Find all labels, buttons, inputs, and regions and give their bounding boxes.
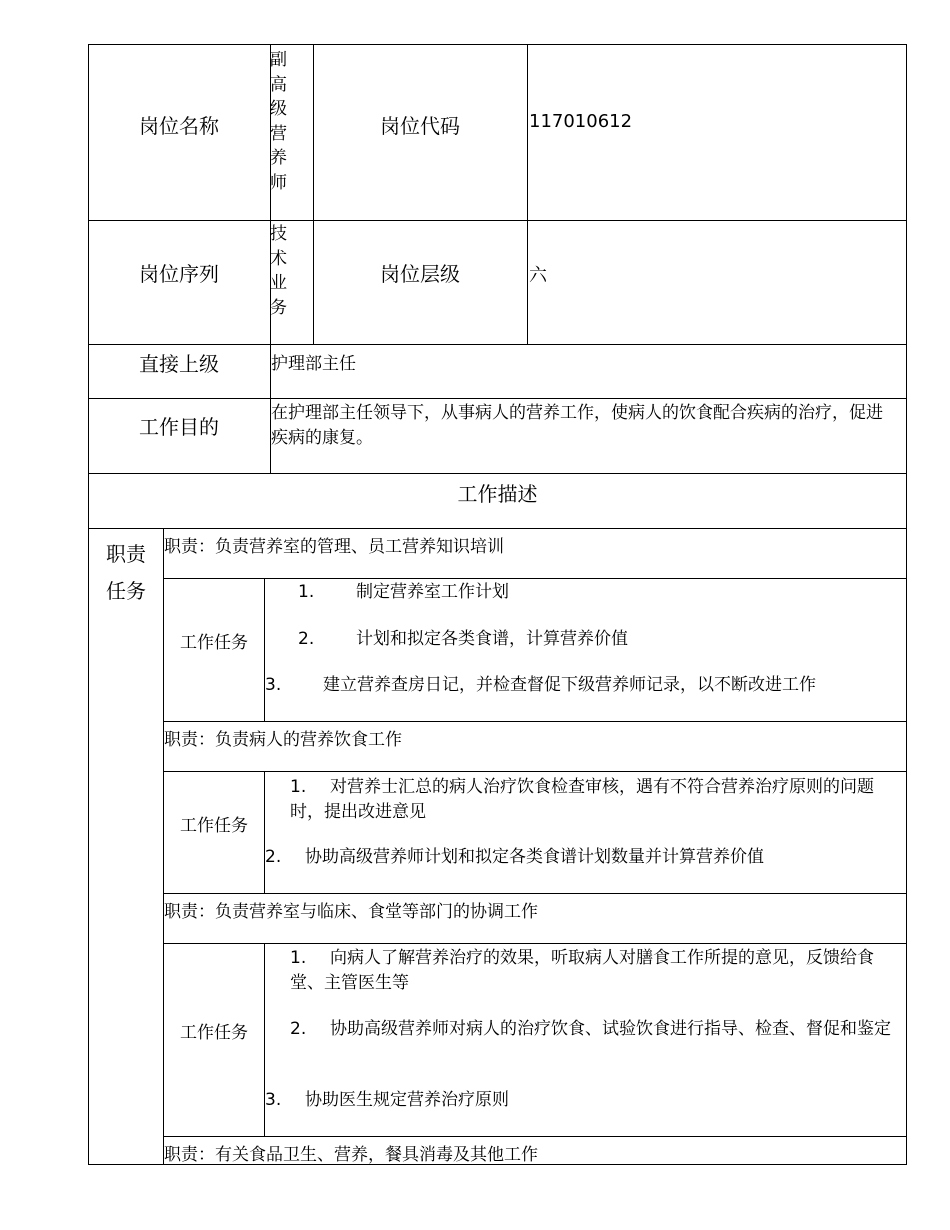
position-series-label: 岗位序列 <box>139 262 219 286</box>
task-1-1: 1. 制定营养室工作计划 <box>298 582 509 602</box>
task-3-2: 2. 协助高级营养师对病人的治疗饮食、试验饮食进行指导、检查、督促和鉴定 <box>290 1019 891 1039</box>
task-label-1: 工作任务 <box>180 633 248 653</box>
duties-section-label: 职责任务 <box>106 542 146 603</box>
task-1-3: 3. 建立营养查房日记，并检查督促下级营养师记录，以不断改进工作 <box>265 675 816 695</box>
task-2-1: 1. 对营养士汇总的病人治疗饮食检查审核，遇有不符合营养治疗原则的问题时，提出改进意见 <box>290 777 874 822</box>
purpose-label: 工作目的 <box>139 415 219 439</box>
position-level-label: 岗位层级 <box>380 262 460 286</box>
task-label-3: 工作任务 <box>180 1023 248 1043</box>
task-3-1: 1. 向病人了解营养治疗的效果，听取病人对膳食工作所提的意见，反馈给食堂、主管医生等 <box>290 948 874 993</box>
position-code-value: 117010612 <box>529 111 633 132</box>
supervisor-label: 直接上级 <box>139 352 219 376</box>
duty-2: 职责：负责病人的营养饮食工作 <box>164 730 402 750</box>
purpose-value: 在护理部主任领导下，从事病人的营养工作，使病人的饮食配合疾病的治疗，促进疾病的康复。 <box>271 403 883 448</box>
task-1-2: 2. 计划和拟定各类食谱，计算营养价值 <box>298 629 628 649</box>
position-name-value: 副高级营养师 <box>270 50 287 193</box>
supervisor-value: 护理部主任 <box>271 354 356 374</box>
task-label-2: 工作任务 <box>180 816 248 836</box>
position-series-value: 技术业务 <box>270 224 287 318</box>
position-name-label: 岗位名称 <box>139 114 219 138</box>
task-3-3: 3. 协助医生规定营养治疗原则 <box>265 1090 509 1110</box>
duty-4: 职责：有关食品卫生、营养，餐具消毒及其他工作 <box>164 1145 538 1165</box>
duty-1: 职责：负责营养室的管理、员工营养知识培训 <box>164 537 504 557</box>
work-description-title: 工作描述 <box>457 482 538 506</box>
position-code-label: 岗位代码 <box>380 114 460 138</box>
task-2-2: 2. 协助高级营养师计划和拟定各类食谱计划数量并计算营养价值 <box>265 847 764 867</box>
position-level-value: 六 <box>529 265 547 286</box>
duty-3: 职责：负责营养室与临床、食堂等部门的协调工作 <box>164 902 538 922</box>
